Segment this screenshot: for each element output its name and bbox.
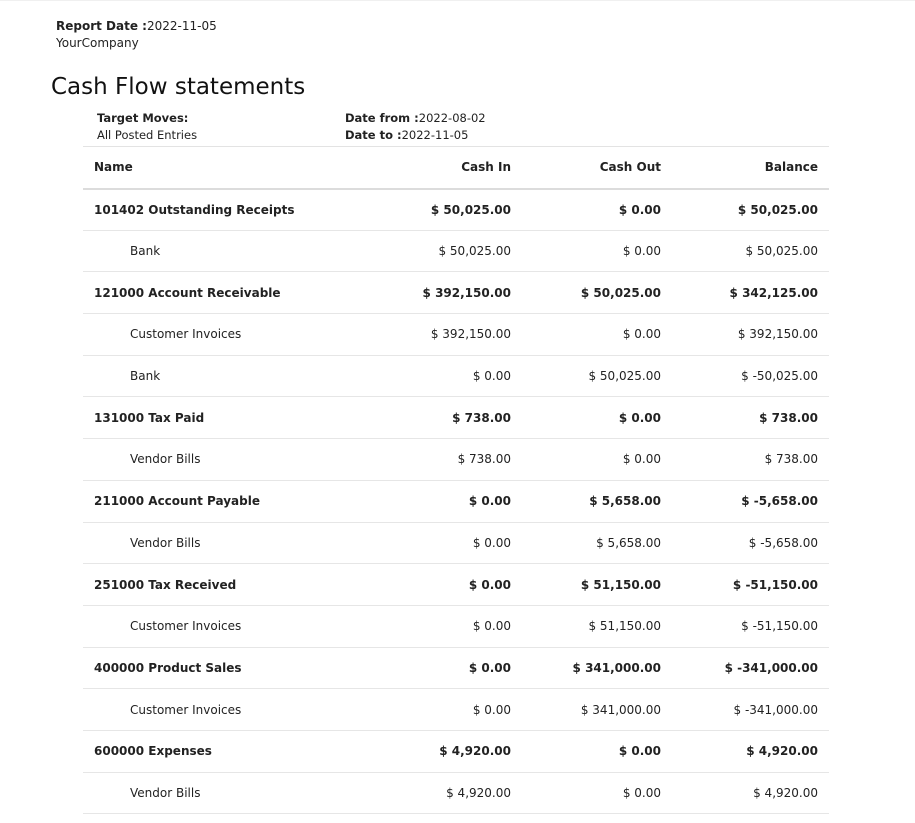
journal-row <box>83 230 829 272</box>
date-from-label: Date from : <box>345 111 419 125</box>
journal-row <box>83 772 829 814</box>
row-name: Vendor Bills <box>130 785 201 800</box>
row-balance: $ -341,000.00 <box>733 702 818 717</box>
row-cash-out: $ 0.00 <box>622 327 661 342</box>
row-name: 131000 Tax Paid <box>94 410 205 425</box>
row-name: 121000 Account Receivable <box>94 285 281 300</box>
table-header-row <box>83 147 829 189</box>
row-name: Customer Invoices <box>130 619 242 634</box>
row-cash-out: $ 51,150.00 <box>580 577 661 592</box>
target-moves-value: All Posted Entries <box>97 128 198 142</box>
row-balance: $ 4,920.00 <box>746 744 818 759</box>
date-from-value: 2022-08-02 <box>418 111 486 125</box>
target-moves-filter <box>97 110 197 144</box>
row-name: Bank <box>130 244 161 259</box>
row-cash-in: $ 0.00 <box>472 702 511 717</box>
row-balance: $ 392,150.00 <box>737 327 818 342</box>
row-cash-in: $ 0.00 <box>472 369 511 384</box>
row-balance: $ 342,125.00 <box>729 285 818 300</box>
row-cash-out: $ 0.00 <box>618 410 661 425</box>
column-header-cash-out: Cash Out <box>522 147 672 189</box>
account-row <box>83 189 829 231</box>
row-cash-out: $ 0.00 <box>618 744 661 759</box>
journal-row <box>83 605 829 647</box>
row-name: Customer Invoices <box>130 702 242 717</box>
row-balance: $ -5,658.00 <box>748 535 818 550</box>
column-header-cash-in: Cash In <box>333 147 522 189</box>
report-date-value: 2022-11-05 <box>146 19 217 33</box>
row-name: Customer Invoices <box>130 327 242 342</box>
journal-row <box>83 439 829 481</box>
report-date-label: Report Date : <box>56 19 147 33</box>
row-balance: $ -50,025.00 <box>741 369 818 384</box>
row-name: 600000 Expenses <box>94 744 212 759</box>
row-cash-in: $ 392,150.00 <box>422 285 511 300</box>
row-cash-out: $ 341,000.00 <box>580 702 661 717</box>
row-cash-out: $ 50,025.00 <box>580 285 661 300</box>
page-title: Cash Flow statements <box>51 74 306 100</box>
account-row <box>83 272 829 314</box>
account-row <box>83 480 829 522</box>
account-row <box>83 564 829 606</box>
row-name: 211000 Account Payable <box>94 494 260 509</box>
account-row <box>83 647 829 689</box>
table-body <box>83 189 829 814</box>
journal-row <box>83 689 829 731</box>
date-range-filter <box>345 110 486 144</box>
row-cash-out: $ 0.00 <box>618 202 661 217</box>
row-cash-out: $ 5,658.00 <box>589 494 661 509</box>
row-balance: $ -341,000.00 <box>724 660 818 675</box>
target-moves-label: Target Moves: <box>97 111 189 125</box>
row-name: Vendor Bills <box>130 452 201 467</box>
row-name: 101402 Outstanding Receipts <box>94 202 295 217</box>
row-name: 251000 Tax Received <box>94 577 237 592</box>
row-cash-in: $ 738.00 <box>452 410 511 425</box>
row-cash-in: $ 0.00 <box>468 494 511 509</box>
row-cash-out: $ 341,000.00 <box>572 660 661 675</box>
row-cash-in: $ 0.00 <box>472 535 511 550</box>
top-divider <box>0 0 915 1</box>
row-cash-in: $ 4,920.00 <box>439 744 511 759</box>
row-cash-out: $ 0.00 <box>622 452 661 467</box>
row-balance: $ -51,150.00 <box>732 577 818 592</box>
row-balance: $ -51,150.00 <box>741 619 818 634</box>
row-cash-out: $ 50,025.00 <box>588 369 661 384</box>
journal-row <box>83 522 829 564</box>
row-cash-out: $ 5,658.00 <box>596 535 661 550</box>
company-name: YourCompany <box>56 36 139 50</box>
row-balance: $ 738.00 <box>764 452 818 467</box>
row-name: 400000 Product Sales <box>94 660 242 675</box>
row-cash-in: $ 738.00 <box>457 452 511 467</box>
row-cash-out: $ 0.00 <box>622 244 661 259</box>
row-balance: $ -5,658.00 <box>741 494 818 509</box>
report-date-line <box>56 18 217 35</box>
column-header-name: Name <box>83 147 333 189</box>
date-to-line <box>345 127 486 144</box>
row-cash-in: $ 50,025.00 <box>430 202 511 217</box>
report-header <box>56 18 217 52</box>
account-row <box>83 730 829 772</box>
row-balance: $ 50,025.00 <box>737 202 818 217</box>
date-from-line <box>345 110 486 127</box>
row-cash-in: $ 0.00 <box>468 577 511 592</box>
row-name: Vendor Bills <box>130 535 201 550</box>
row-cash-in: $ 4,920.00 <box>446 785 511 800</box>
account-row <box>83 397 829 439</box>
journal-row <box>83 355 829 397</box>
row-balance: $ 50,025.00 <box>745 244 818 259</box>
date-to-label: Date to : <box>345 128 402 142</box>
row-cash-in: $ 0.00 <box>468 660 511 675</box>
row-balance: $ 4,920.00 <box>753 785 818 800</box>
row-cash-out: $ 51,150.00 <box>588 619 661 634</box>
cash-flow-table <box>83 146 829 814</box>
row-cash-in: $ 50,025.00 <box>438 244 511 259</box>
row-cash-in: $ 0.00 <box>472 619 511 634</box>
row-cash-out: $ 0.00 <box>622 785 661 800</box>
date-to-value: 2022-11-05 <box>401 128 469 142</box>
column-header-balance: Balance <box>672 147 829 189</box>
journal-row <box>83 314 829 356</box>
row-cash-in: $ 392,150.00 <box>430 327 511 342</box>
row-balance: $ 738.00 <box>759 410 818 425</box>
row-name: Bank <box>130 369 161 384</box>
